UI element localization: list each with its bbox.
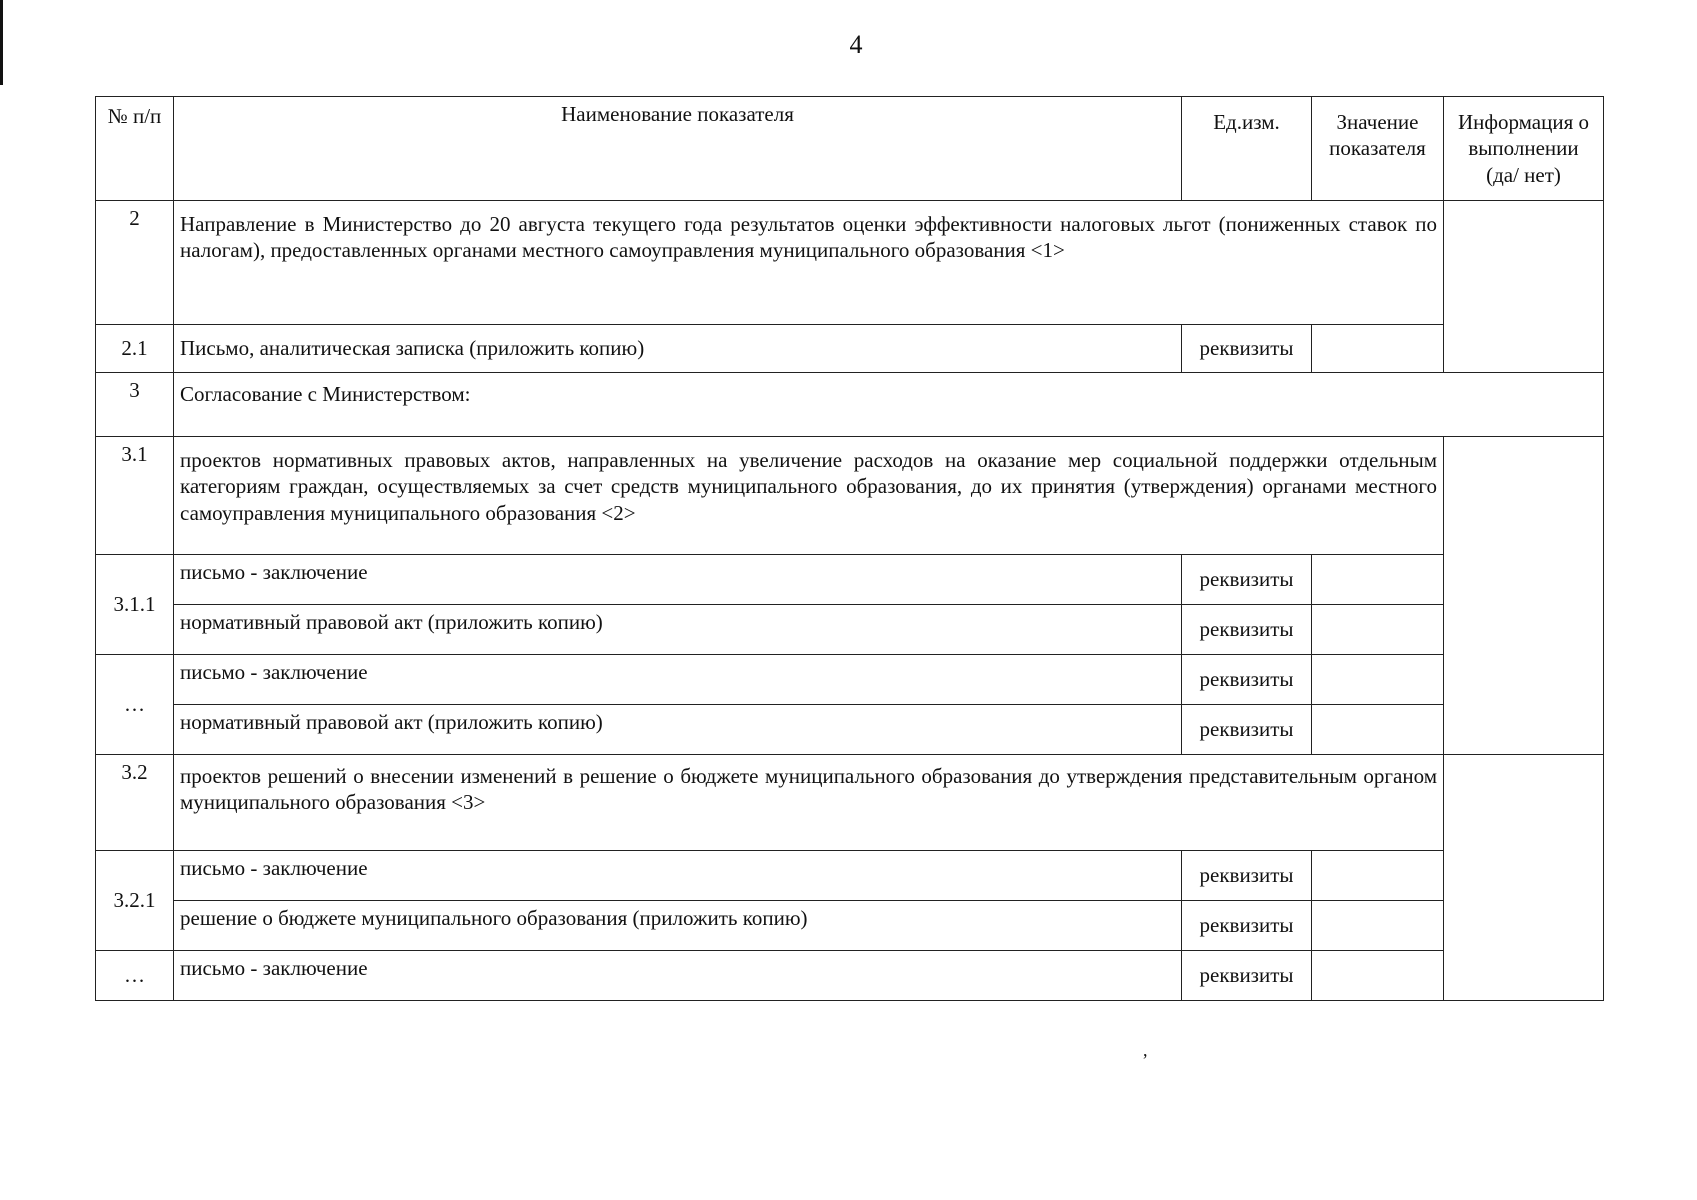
info-cell <box>1444 201 1604 373</box>
table-row <box>96 951 1604 1001</box>
table-row <box>96 325 1604 373</box>
unit-cell: реквизиты <box>1182 325 1312 373</box>
table-row <box>96 201 1604 325</box>
table-row <box>96 437 1604 555</box>
page-number: 4 <box>849 30 863 59</box>
row-number: 3.1.1 <box>96 555 174 655</box>
table-row <box>96 373 1604 437</box>
row-text: проектов нормативных правовых актов, направленных на увеличение расходов на оказание мер социальной поддержки отдельным категориям граждан, осуществляемых за счет средств муниципального образования, до их принятия (утверждения) органами местного самоуправления муниципального образования <2> <box>174 437 1444 555</box>
table-row <box>96 755 1604 851</box>
header-info: Информация о выполнении (да/ нет) <box>1444 97 1604 201</box>
info-cell <box>1444 437 1604 755</box>
table-row <box>96 705 1604 755</box>
header-value: Значение показателя <box>1312 97 1444 201</box>
row-text: решение о бюджете муниципального образования (приложить копию) <box>174 901 1182 951</box>
value-cell <box>1312 605 1444 655</box>
value-cell <box>1312 325 1444 373</box>
value-cell <box>1312 901 1444 951</box>
row-number: 2 <box>96 201 174 325</box>
row-text: письмо - заключение <box>174 951 1182 1001</box>
row-text: нормативный правовой акт (приложить копию) <box>174 705 1182 755</box>
value-cell <box>1312 555 1444 605</box>
row-text: нормативный правовой акт (приложить копию) <box>174 605 1182 655</box>
row-number: 3 <box>96 373 174 437</box>
header-num: № п/п <box>96 97 174 201</box>
unit-cell: реквизиты <box>1182 951 1312 1001</box>
indicators-table <box>95 96 1604 1001</box>
row-number: 3.2.1 <box>96 851 174 951</box>
row-number: 3.1 <box>96 437 174 555</box>
value-cell <box>1312 655 1444 705</box>
scan-speck: , <box>1143 1040 1148 1060</box>
unit-cell: реквизиты <box>1182 901 1312 951</box>
table-header-row <box>96 97 1604 201</box>
row-number: … <box>96 655 174 755</box>
table-row <box>96 655 1604 705</box>
header-name: Наименование показателя <box>174 97 1182 201</box>
unit-cell: реквизиты <box>1182 555 1312 605</box>
row-number: 3.2 <box>96 755 174 851</box>
row-text: Согласование с Министерством: <box>174 373 1604 437</box>
row-text: Письмо, аналитическая записка (приложить копию) <box>174 325 1182 373</box>
row-text: проектов решений о внесении изменений в решение о бюджете муниципального образования до утверждения представительным органом муниципального образования <3> <box>174 755 1444 851</box>
unit-cell: реквизиты <box>1182 605 1312 655</box>
value-cell <box>1312 851 1444 901</box>
table-row <box>96 901 1604 951</box>
header-unit: Ед.изм. <box>1182 97 1312 201</box>
info-cell <box>1444 755 1604 1001</box>
unit-cell: реквизиты <box>1182 655 1312 705</box>
row-number: 2.1 <box>96 325 174 373</box>
table-row <box>96 605 1604 655</box>
row-text: письмо - заключение <box>174 555 1182 605</box>
table-row <box>96 555 1604 605</box>
unit-cell: реквизиты <box>1182 705 1312 755</box>
value-cell <box>1312 951 1444 1001</box>
row-text: письмо - заключение <box>174 655 1182 705</box>
row-text: письмо - заключение <box>174 851 1182 901</box>
row-number: … <box>96 951 174 1001</box>
row-text: Направление в Министерство до 20 августа текущего года результатов оценки эффективности налоговых льгот (пониженных ставок по налогам), предоставленных органами местного самоуправления муниципального образования <1> <box>174 201 1444 325</box>
unit-cell: реквизиты <box>1182 851 1312 901</box>
value-cell <box>1312 705 1444 755</box>
table-row <box>96 851 1604 901</box>
